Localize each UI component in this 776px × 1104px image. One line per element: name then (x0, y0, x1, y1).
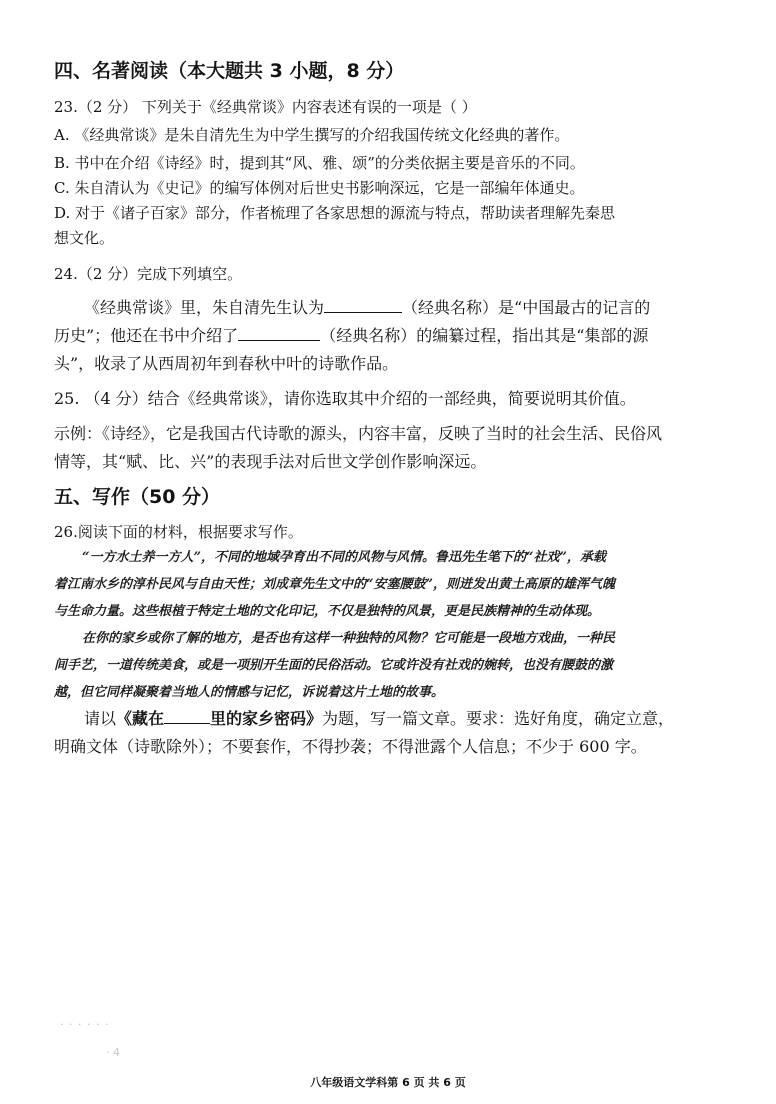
scan-smudge-2: · 4 (106, 1046, 120, 1059)
material-line-1: “一方水土养一方人”，不同的地域孕育出不同的风物与风情。鲁迅先生笔下的“社戏”，承载 (82, 550, 606, 565)
q25-example-line1: 示例：《诗经》，它是我国古代诗歌的源头，内容丰富，反映了当时的社会生活、民俗风 (54, 424, 663, 443)
q24-line3: 头”，收录了从西周初年到春秋中叶的诗歌作品。 (54, 354, 399, 373)
q23-option-d-line2: 想文化。 (54, 229, 115, 247)
essay-title-blank[interactable] (164, 708, 210, 724)
q23-option-c: C. 朱自清认为《史记》的编写体例对后世史书影响深远，它是一部编年体通史。 (54, 179, 585, 197)
q23-option-d-line1: D. 对于《诸子百家》部分，作者梳理了各家思想的源流与特点，帮助读者理解先秦思 (54, 204, 616, 222)
q23-option-a: A. 《经典常谈》是朱自清先生为中学生撰写的介绍我国传统文化经典的著作。 (54, 126, 570, 144)
q24-line2-pre: 历史”；他还在书中介绍了 (54, 326, 239, 345)
q24-blank-1[interactable] (324, 297, 402, 313)
q23-option-b: B. 书中在介绍《诗经》时，提到其“风、雅、颂”的分类依据主要是音乐的不同。 (54, 154, 585, 172)
q23-stem: 23.（2 分） 下列关于《经典常谈》内容表述有误的一项是（ ） (54, 98, 477, 116)
q24-stem: 24.（2 分）完成下列填空。 (54, 265, 243, 283)
material-line-5: 间手艺，一道传统美食，或是一项别开生面的民俗活动。它或许没有社戏的婉转，也没有腰鼓的激 (54, 658, 614, 673)
q24-line1 (84, 297, 754, 319)
section-5-title: 五、写作（50 分） (54, 486, 221, 508)
section-4-title: 四、名著阅读（本大题共 3 小题，8 分） (54, 60, 405, 82)
material-line-6: 越，但它同样凝聚着当地人的情感与记忆，诉说着这片土地的故事。 (54, 685, 445, 700)
scan-smudge: · · · · · · (60, 1018, 110, 1031)
essay-title-part-b: 里的家乡密码》 (210, 709, 323, 728)
q24-line2 (54, 325, 724, 347)
q25-example-line2: 情等，其“赋、比、兴”的表现手法对后世文学创作影响深远。 (54, 452, 487, 471)
material-line-3: 与生命力量。这些根植于特定土地的文化印记，不仅是独特的风景，更是民族精神的生动体现。 (54, 604, 601, 619)
req-pre: 请以 (84, 709, 117, 728)
req-post: 为题，写一篇文章。要求：选好角度，确定立意， (322, 709, 675, 728)
page-footer: 八年级语文学科第 6 页 共 6 页 (310, 1076, 466, 1089)
q24-line2-post: （经典名称）的编纂过程，指出其是“集部的源 (320, 326, 649, 345)
writing-requirement-line2: 明确文体（诗歌除外）；不要套作，不得抄袭；不得泄露个人信息；不少于 600 字。 (54, 737, 647, 756)
q24-blank-2[interactable] (238, 325, 320, 341)
essay-title-part-a: 《藏在 (116, 709, 165, 728)
q26-stem: 26.阅读下面的材料，根据要求写作。 (54, 523, 303, 541)
material-line-4: 在你的家乡或你了解的地方，是否也有这样一种独特的风物？它可能是一段地方戏曲，一种民 (82, 631, 616, 646)
q24-line1-post: （经典名称）是“中国最古的记言的 (402, 298, 651, 317)
material-line-2: 着江南水乡的淳朴民风与自由天性；刘成章先生文中的“安塞腰鼓”，则迸发出黄土高原的雄浑气魄 (54, 577, 615, 592)
q24-line1-pre: 《经典常谈》里，朱自清先生认为 (84, 298, 325, 317)
q25-stem: 25. （4 分）结合《经典常谈》，请你选取其中介绍的一部经典，简要说明其价值。 (54, 389, 636, 408)
writing-requirement-line1 (84, 708, 754, 730)
